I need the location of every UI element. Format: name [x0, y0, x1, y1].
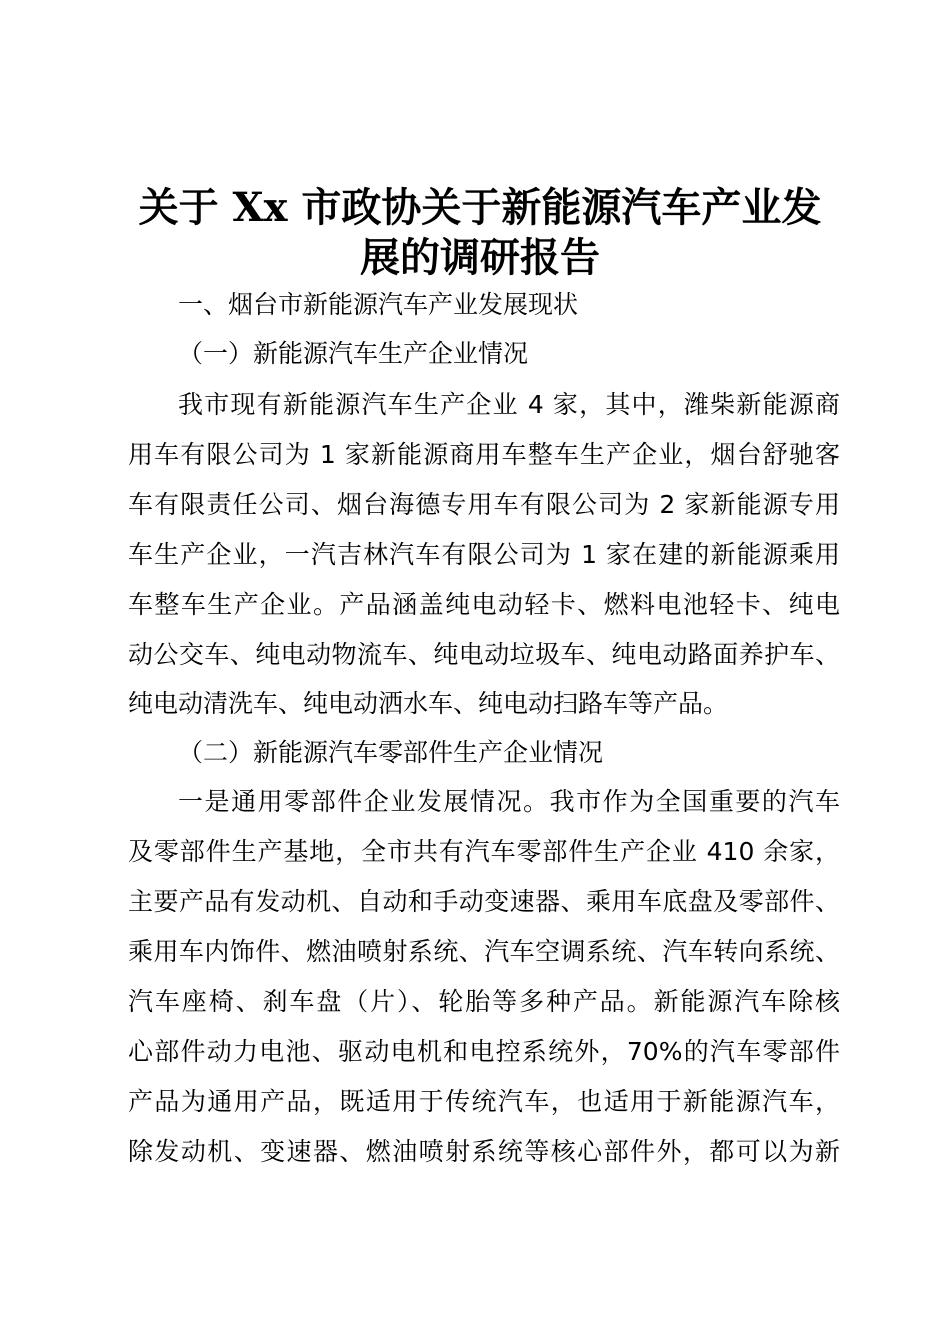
paragraph-line: 动公交车、纯电动物流车、纯电动垃圾车、纯电动路面养护车、 [128, 640, 840, 669]
paragraph-line: 纯电动清洗车、纯电动洒水车、纯电动扫路车等产品。 [128, 689, 729, 718]
document-title-line-2: 展的调研报告 [360, 234, 600, 281]
paragraph-line: 车生产企业，一汽吉林汽车有限公司为 1 家在建的新能源乘用 [128, 540, 840, 569]
paragraph-line: 及零部件生产基地，全市共有汽车零部件生产企业 410 余家， [128, 837, 840, 866]
subsection-heading: （二）新能源汽车零部件生产企业情况 [178, 738, 604, 767]
paragraph-line: 产品为通用产品，既适用于传统汽车，也适用于新能源汽车， [128, 1087, 840, 1116]
subsection-heading: （一）新能源汽车生产企业情况 [178, 339, 529, 368]
paragraph-line: 一是通用零部件企业发展情况。我市作为全国重要的汽车 [178, 787, 840, 816]
paragraph-line: 车整车生产企业。产品涵盖纯电动轻卡、燃料电池轻卡、纯电 [128, 590, 840, 619]
document-title-line-1: 关于 Xx 市政协关于新能源汽车产业发 [138, 184, 822, 231]
paragraph-line: 用车有限公司为 1 家新能源商用车整车生产企业，烟台舒驰客 [128, 440, 840, 469]
paragraph-line: 汽车座椅、刹车盘（片）、轮胎等多种产品。新能源汽车除核 [128, 987, 840, 1016]
paragraph-line: 除发动机、变速器、燃油喷射系统等核心部件外，都可以为新 [128, 1137, 840, 1166]
paragraph-line: 我市现有新能源汽车生产企业 4 家，其中，潍柴新能源商 [178, 390, 840, 419]
paragraph-line: 乘用车内饰件、燃油喷射系统、汽车空调系统、汽车转向系统、 [128, 937, 840, 966]
paragraph-line: 车有限责任公司、烟台海德专用车有限公司为 2 家新能源专用 [128, 490, 840, 519]
paragraph-line: 心部件动力电池、驱动电机和电控系统外，70%的汽车零部件 [128, 1037, 840, 1066]
section-heading: 一、烟台市新能源汽车产业发展现状 [178, 290, 579, 319]
paragraph-line: 主要产品有发动机、自动和手动变速器、乘用车底盘及零部件、 [128, 887, 840, 916]
